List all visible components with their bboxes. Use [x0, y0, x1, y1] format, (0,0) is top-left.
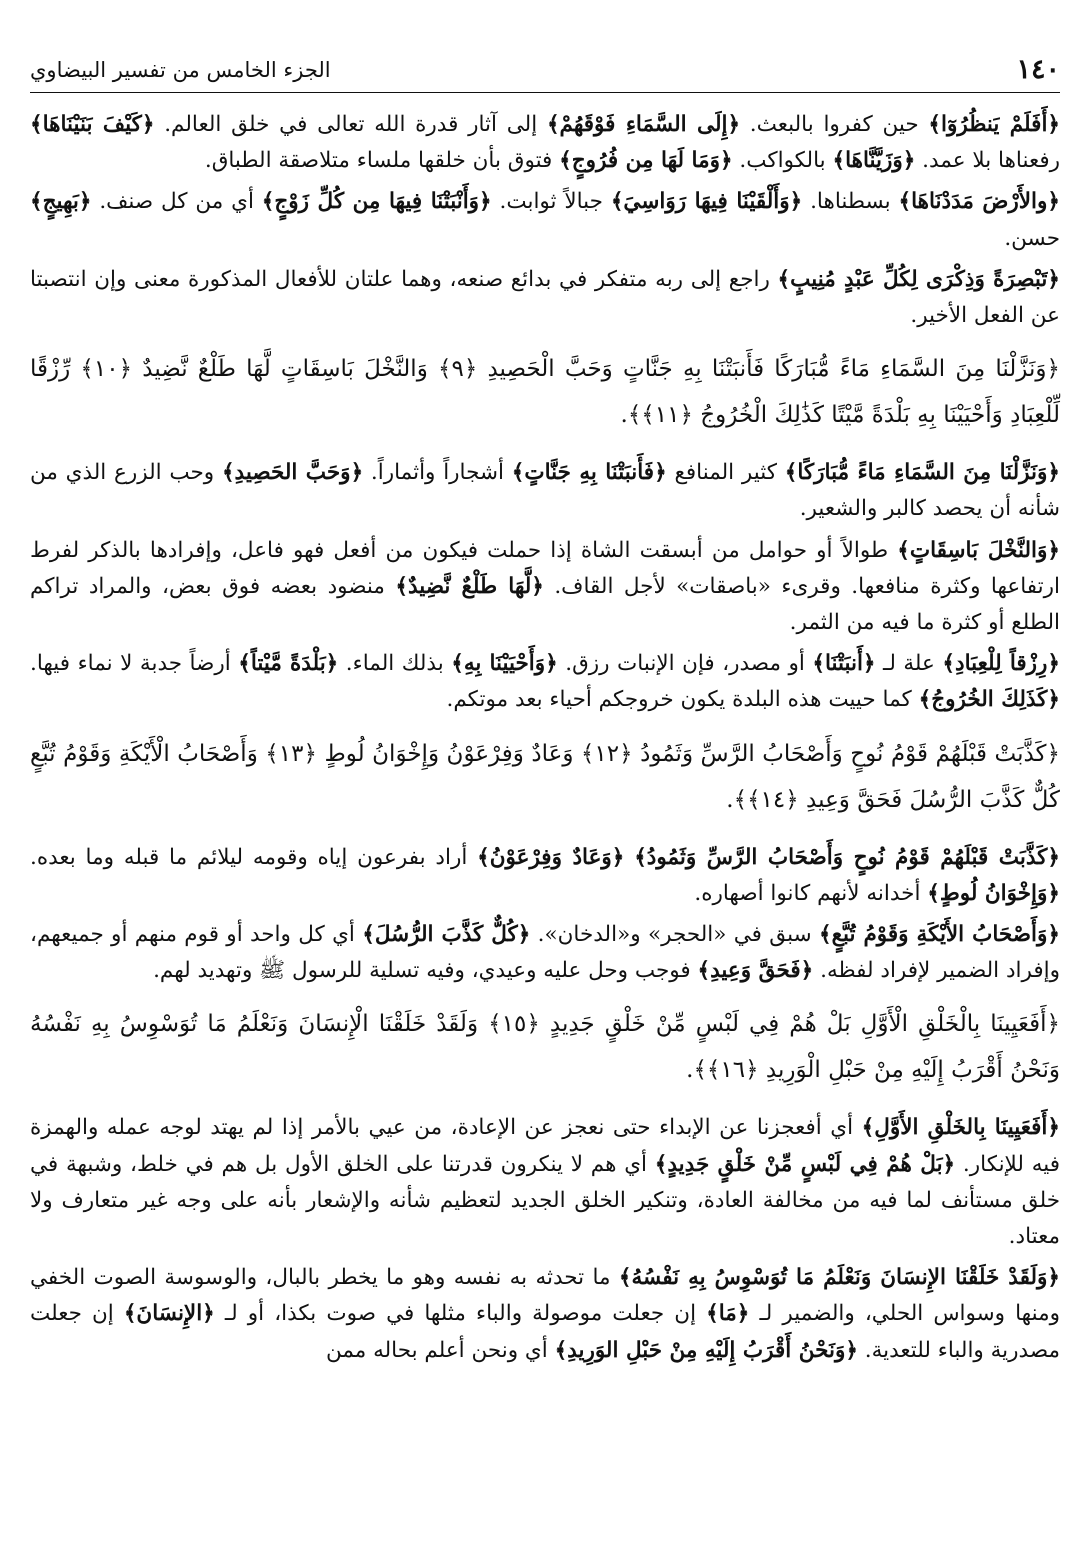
quran-quote: ﴿وَنَحْنُ أَقْرَبُ إِلَيْهِ مِنْ حَبْلِ الوَرِيدِ﴾	[554, 1337, 858, 1363]
quran-quote: ﴿وَأَلْقَيْنَا فِيهَا رَوَاسِيَ﴾	[610, 189, 803, 215]
quran-quote: ﴿كَذَّبَتْ قَبْلَهُمْ قَوْمُ نُوحٍ وَأَصْحَابُ الرَّسِّ وَثَمُودُ﴾	[634, 844, 1060, 870]
book-page	[30, 42, 1060, 1532]
quran-quote: ﴿كُلٌّ كَذَّبَ الرُّسُلَ﴾	[362, 922, 531, 948]
quran-quote: ﴿أَفَعَيِينَا بِالخَلْقِ الأَوَّلِ﴾	[861, 1115, 1060, 1141]
commentary-paragraph: ﴿وَنَزَّلْنَا مِنَ السَّمَاءِ مَاءً مُّبَارَكًا﴾ كثير المنافع ﴿فَأَنبَتْنَا بِهِ جَنَّاتٍ﴾ أشجاراً وأثماراً. ﴿وَحَبَّ الحَصِيدِ﴾ وحب الزرع الذي من شأنه أن يحصد كالبر والشعير.	[30, 460, 1060, 522]
quran-quote: ﴿رِزْقاً لِلْعِبَادِ﴾	[942, 651, 1061, 677]
quran-quote: ﴿بَهِيجٍ﴾	[30, 189, 92, 215]
quran-quote: ﴿وَحَبَّ الحَصِيدِ﴾	[221, 460, 364, 486]
quran-quote: ﴿فَأَنبَتْنَا بِهِ جَنَّاتٍ﴾	[511, 460, 667, 486]
quran-quote: ﴿فَحَقَّ وَعِيدِ﴾	[697, 958, 814, 984]
quran-quote: ﴿وَأَنْبَتْنَا فِيهَا مِن كُلِّ زَوْجٍ﴾	[261, 189, 492, 215]
commentary-paragraph: ﴿وَالنَّخْلَ بَاسِقَاتٍ﴾ طوالاً أو حوامل من أبسقت الشاة إذا حملت فيكون من أفعل فهو فاعل، وإفرادها بالذكر لفرط ارتفاعها وكثرة منافعها. وقرىء «باصقات» لأجل القاف. ﴿لَّهَا طَلْعٌ نَّضِيدٌ﴾ منضود بعضه فوق بعض، والمراد تراكم الطلع أو كثرة ما فيه من الثمر.	[30, 537, 1060, 636]
quran-verse-block: ﴿أَفَعَيِينَا بِالْخَلْقِ الْأَوَّلِ بَلْ هُمْ فِي لَبْسٍ مِّنْ خَلْقٍ جَدِيدٍ ﴿١٥﴾ وَلَقَدْ خَلَقْنَا الْإِنسَانَ وَنَعْلَمُ مَا تُوَسْوِسُ بِهِ نَفْسُهُ وَنَحْنُ أَقْرَبُ إِلَيْهِ مِنْ حَبْلِ الْوَرِيدِ ﴿١٦﴾﴾.	[30, 1011, 1060, 1084]
quran-quote: ﴿وَأَصْحَابُ الأَيْكَةِ وَقَوْمُ تُبَّعٍ﴾	[819, 922, 1061, 948]
page-header	[30, 42, 1060, 93]
quran-quote: ﴿بَلْ هُمْ فِي لَبْسٍ مِّنْ خَلْقٍ جَدِيدٍ﴾	[654, 1151, 956, 1177]
quran-verse-block: ﴿كَذَّبَتْ قَبْلَهُمْ قَوْمُ نُوحٍ وَأَصْحَابُ الرَّسِّ وَثَمُودُ ﴿١٢﴾ وَعَادٌ وَفِرْعَوْنُ وَإِخْوَانُ لُوطٍ ﴿١٣﴾ وَأَصْحَابُ الْأَيْكَةِ وَقَوْمُ تُبَّعٍ كُلٌّ كَذَّبَ الرُّسُلَ فَحَقَّ وَعِيدِ ﴿١٤﴾﴾.	[30, 740, 1060, 813]
quran-quote: ﴿وَزَيَّنَّاهَا﴾	[832, 148, 916, 174]
commentary-paragraph: ﴿أَفَلَمْ يَنظُرُوٓا﴾ حين كفروا بالبعث. ﴿إِلَى السَّمَاءِ فَوْقَهُمْ﴾ إلى آثار قدرة الله تعالى في خلق العالم. ﴿كَيْفَ بَنَيْنَاهَا﴾ رفعناها بلا عمد. ﴿وَزَيَّنَّاهَا﴾ بالكواكب. ﴿وَمَا لَهَا مِن فُرُوجٍ﴾ فتوق بأن خلقها ملساء متلاصقة الطباق.	[30, 112, 1061, 174]
quran-quote: ﴿بَلْدَةً مَّيْتاً﴾	[238, 651, 339, 677]
quran-quote: ﴿وَأَحْيَيْنَا بِهِ﴾	[451, 651, 558, 677]
quran-quote: ﴿وَمَا لَهَا مِن فُرُوجٍ﴾	[559, 148, 733, 174]
commentary-paragraph: ﴿والأَرْضَ مَدَدْنَاهَا﴾ بسطناها. ﴿وَأَلْقَيْنَا فِيهَا رَوَاسِيَ﴾ جبالاً ثوابت. ﴿وَأَنْبَتْنَا فِيهَا مِن كُلِّ زَوْجٍ﴾ أي من كل صنف. ﴿بَهِيجٍ﴾ حسن.	[30, 189, 1061, 251]
commentary-paragraph: ﴿أَفَعَيِينَا بِالخَلْقِ الأَوَّلِ﴾ أي أفعجزنا عن الإبداء حتى نعجز عن الإعادة، من عيي بالأمر إذا لم يهتد لوجه عمله والهمزة فيه للإنكار. ﴿بَلْ هُمْ فِي لَبْسٍ مِّنْ خَلْقٍ جَدِيدٍ﴾ أي هم لا ينكرون قدرتنا على الخلق الأول بل هم في خلط، وشبهة في خلق مستأنف لما فيه من مخالفة العادة، وتنكير الخلق الجديد لتعظيم شأنه والإشعار بأنه على وجه غير متعارف ولا معتاد.	[30, 1115, 1060, 1250]
commentary-paragraph: ﴿رِزْقاً لِلْعِبَادِ﴾ علة لـ ﴿أَنبَتْنَا﴾ أو مصدر، فإن الإنبات رزق. ﴿وَأَحْيَيْنَا بِهِ﴾ بذلك الماء. ﴿بَلْدَةً مَّيْتاً﴾ أرضاً جدبة لا نماء فيها. ﴿كَذَلِكَ الخُرُوجُ﴾ كما حييت هذه البلدة يكون خروجكم أحياء بعد موتكم.	[30, 651, 1061, 713]
running-title: الجزء الخامس من تفسير البيضاوي	[30, 58, 331, 82]
quran-quote: ﴿لَّهَا طَلْعٌ نَّضِيدٌ﴾	[395, 573, 544, 599]
quran-quote: ﴿مَا﴾	[706, 1301, 750, 1327]
quran-quote: ﴿وَعَادٌ وَفِرْعَوْنُ﴾	[477, 844, 625, 870]
quran-quote: ﴿وَالنَّخْلَ بَاسِقَاتٍ﴾	[897, 537, 1060, 563]
page-body	[30, 107, 1060, 1369]
quran-quote: ﴿أَفَلَمْ يَنظُرُوٓا﴾	[928, 112, 1061, 137]
quran-quote: ﴿والأَرْضَ مَدَدْنَاهَا﴾	[898, 189, 1061, 215]
quran-quote: ﴿إِلَى السَّمَاءِ فَوْقَهُمْ﴾	[546, 112, 741, 137]
quran-verse-block: ﴿وَنَزَّلْنَا مِنَ السَّمَاءِ مَاءً مُّبَارَكًا فَأَنبَتْنَا بِهِ جَنَّاتٍ وَحَبَّ الْحَصِيدِ ﴿٩﴾ وَالنَّخْلَ بَاسِقَاتٍ لَّهَا طَلْعٌ نَّضِيدٌ ﴿١٠﴾ رِّزْقًا لِّلْعِبَادِ وَأَحْيَيْنَا بِهِ بَلْدَةً مَّيْتًا كَذَٰلِكَ الْخُرُوجُ ﴿١١﴾﴾.	[30, 356, 1060, 429]
commentary-paragraph: ﴿وَأَصْحَابُ الأَيْكَةِ وَقَوْمُ تُبَّعٍ﴾ سبق في «الحجر» و«الدخان». ﴿كُلٌّ كَذَّبَ الرُّسُلَ﴾ أي كل واحد أو قوم منهم أو جميعهم، وإفراد الضمير لإفراد لفظه. ﴿فَحَقَّ وَعِيدِ﴾ فوجب وحل عليه وعيدي، وفيه تسلية للرسول ﷺ وتهديد لهم.	[30, 922, 1061, 984]
commentary-paragraph: ﴿وَلَقَدْ خَلَقْنَا الإِنسَانَ وَنَعْلَمُ مَا تُوَسْوِسُ بِهِ نَفْسُهُ﴾ ما تحدثه به نفسه وهو ما يخطر بالبال، والوسوسة الصوت الخفي ومنها وسواس الحلي، والضمير لـ ﴿مَا﴾ إن جعلت موصولة والباء مثلها في صوت بكذا، أو لـ ﴿الإِنسَانَ﴾ إن جعلت مصدرية والباء للتعدية. ﴿وَنَحْنُ أَقْرَبُ إِلَيْهِ مِنْ حَبْلِ الوَرِيدِ﴾ أي ونحن أعلم بحاله ممن	[30, 1265, 1061, 1363]
page-number: ١٤٠	[1016, 54, 1060, 85]
quran-quote: ﴿الإِنسَانَ﴾	[123, 1301, 215, 1327]
commentary-paragraph: ﴿كَذَّبَتْ قَبْلَهُمْ قَوْمُ نُوحٍ وَأَصْحَابُ الرَّسِّ وَثَمُودُ﴾ ﴿وَعَادٌ وَفِرْعَوْنُ﴾ أراد بفرعون إياه وقومه ليلائم ما قبله وما بعده. ﴿وَإِخْوَانُ لُوطٍ﴾ أخدانه لأنهم كانوا أصهاره.	[30, 844, 1060, 906]
quran-quote: ﴿وَلَقَدْ خَلَقْنَا الإِنسَانَ وَنَعْلَمُ مَا تُوَسْوِسُ بِهِ نَفْسُهُ﴾	[618, 1265, 1061, 1291]
quran-quote: ﴿وَنَزَّلْنَا مِنَ السَّمَاءِ مَاءً مُّبَارَكًا﴾	[784, 460, 1060, 486]
commentary-paragraph: ﴿تَبْصِرَةً وَذِكْرَى لِكُلِّ عَبْدٍ مُنِيبٍ﴾ راجع إلى ربه متفكر في بدائع صنعه، وهما علتان للأفعال المذكورة معنى وإن انتصبتا عن الفعل الأخير.	[30, 266, 1060, 329]
quran-quote: ﴿كَذَلِكَ الخُرُوجُ﴾	[918, 687, 1060, 713]
quran-quote: ﴿كَيْفَ بَنَيْنَاهَا﴾	[30, 112, 155, 137]
quran-quote: ﴿أَنبَتْنَا﴾	[812, 651, 876, 677]
quran-quote: ﴿تَبْصِرَةً وَذِكْرَى لِكُلِّ عَبْدٍ مُنِيبٍ﴾	[777, 266, 1060, 292]
quran-quote: ﴿وَإِخْوَانُ لُوطٍ﴾	[927, 880, 1060, 906]
